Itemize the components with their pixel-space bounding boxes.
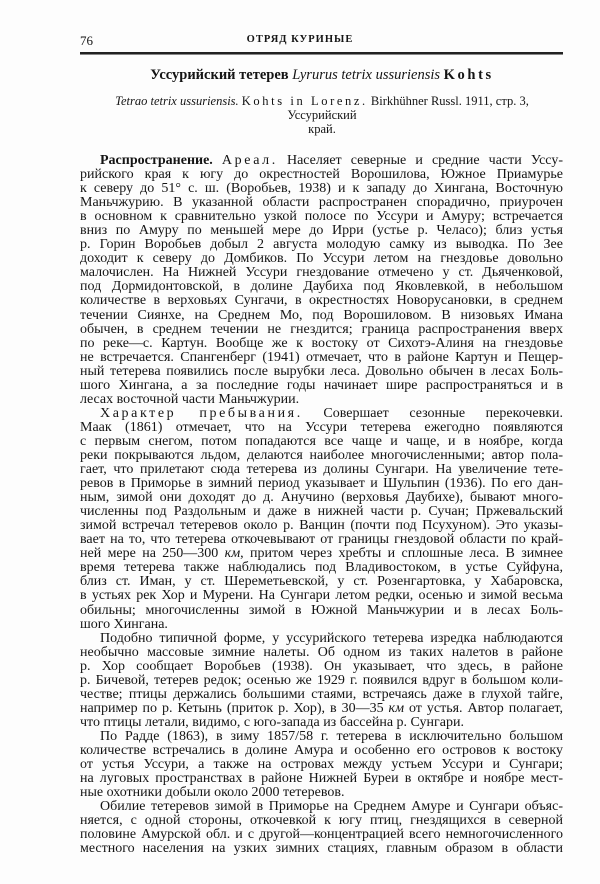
text-line: [80, 674, 563, 688]
text-line: [80, 632, 563, 646]
text-line: [80, 393, 563, 407]
text-run: время тетерева также наблюдались под Владивостоком, в устье Суйфуна,: [80, 560, 563, 576]
text-line: [80, 309, 563, 323]
text-line: [80, 154, 563, 168]
text-run: Маньчжурию. В указанной области распространен спорадично, приурочен: [80, 195, 563, 211]
text-run: Подобно типичной форме, у уссурийского тетерева изредка наблюдаются: [100, 630, 563, 646]
text-run: ревов в Приморье в зимний период указывает и Шульпин (1936). По его дан-: [80, 476, 563, 492]
text-line: [80, 758, 563, 772]
text-run: Населяет северные и средние части Уссу-: [277, 153, 563, 168]
text-run: ным, зимой они доходят до д. Анучино (верховья Даубихе), бывают много-: [80, 490, 563, 506]
text-run: шого Хингана, а за последние годы начинает шире распространяться и в: [80, 377, 563, 393]
text-run: от устья. Автор полагает,: [404, 700, 564, 716]
text-line: [80, 407, 563, 421]
text-run: близ ст. Иман, у ст. Шереметьевской, у ст. Розенгартовка, у Хабаровска,: [80, 574, 563, 590]
text-line: [80, 589, 563, 603]
text-run: в устьях рек Хор и Мурени. На Сунгари летом редки, осенью и зимой весьма: [80, 588, 563, 604]
text-line: [80, 618, 563, 632]
text-run: в основном к сравнительно узкой полосе по Уссури и Амуру; встречается: [80, 209, 563, 225]
body-text: [80, 154, 563, 856]
text-run: гает, что прилетают сюда тетерева из долины Сунгари. На увеличение тете-: [80, 462, 563, 478]
text-line: [80, 575, 563, 589]
text-line: [80, 646, 563, 660]
text-run: р. Бичевой, тетерев редок; осенью же 1929 г. появился вдруг в большом коли-: [80, 672, 563, 688]
text-run: течении Сиянхе, на Среднем Мо, под Ворошиловом. В низовьях Имана: [80, 307, 563, 323]
text-run: доходит к северу до Домбиков. По Уссури летом на гнездовье довольно: [80, 251, 563, 267]
text-run: ные охотники добыли около 2000 тетеревов.: [80, 785, 345, 801]
spaced-heading: Ареал.: [221, 153, 278, 168]
text-run: местного населения на узких зимних стациях, главным образом в области: [80, 841, 563, 857]
text-run: Обилие тетеревов зимой в Приморье на Среднем Амуре и Сунгари объяс-: [100, 799, 563, 815]
text-run: реки покрываются льдом, делаются наиболее многочисленными; автор пола-: [80, 447, 563, 463]
text-line: [80, 744, 563, 758]
text-line: [80, 702, 563, 716]
text-run: ный тетерева появились после вырубки леса. Довольно обычен в лесах Боль-: [80, 363, 563, 379]
text-run: количестве в верховьях Сунгачи, в окрестностях Новорусановки, в среднем: [80, 293, 563, 309]
text-line: [80, 604, 563, 618]
text-run: р. Хор сообщает Воробьев (1938). Он указывает, что здесь, в районе: [80, 658, 563, 674]
text-line: [80, 772, 563, 786]
text-line: [80, 351, 563, 365]
text-run: что птицы летали, видимо, с юго-запада из бассейна р. Сунгари.: [80, 714, 464, 730]
text-line: [80, 505, 563, 519]
text-line: [80, 800, 563, 814]
text-run: по реке—с. Картун. Вообще же к востоку от Сихотэ-Алиня на гнездовье: [80, 335, 563, 351]
text-run: км: [224, 546, 241, 562]
text-line: [80, 716, 563, 730]
text-run: не встречается. Спангенберг (1941) отмечает, что в районе Картун и Пещер-: [80, 349, 563, 365]
section-heading: Распространение.: [100, 153, 213, 168]
text-run: ней мере на 250—300: [80, 546, 225, 562]
text-line: [80, 280, 563, 294]
text-line: [80, 828, 563, 842]
text-line: [80, 477, 563, 491]
species-latin-name: Lyrurus tetrix ussuriensis: [292, 67, 441, 83]
text-run: Совершает сезонные перекочевки.: [302, 405, 563, 421]
text-run: от устья Уссури, а также на островах между устьем Уссури и Сунгари;: [80, 757, 563, 773]
text-run: численны под Раздольным и даже в нижней части р. Сучан; Пржевальский: [80, 504, 563, 520]
synonym-citation: [80, 94, 564, 136]
text-run: под Дормидонтовской, в долине Даубиха под Яковлевкой, в небольшом: [80, 279, 563, 295]
text-line: [80, 379, 563, 393]
text-line: [80, 463, 563, 477]
text-line: [80, 238, 563, 252]
text-run: лесах восточной части Маньчжурии.: [80, 391, 300, 407]
text-line: [80, 182, 563, 196]
text-line: [80, 814, 563, 828]
text-line: [80, 266, 563, 280]
text-line: [80, 491, 563, 505]
text-run: на луговых пространствах в районе Нижней Буреи в октябре и ноябре мест-: [80, 771, 563, 787]
running-title: ОТРЯД КУРИНЫЕ: [246, 34, 354, 45]
text-run: Маак (1861) отмечает, что на Уссури тетерева ежегодно появляются: [80, 419, 563, 435]
synonym-reference: Birkhühner Russl. 1911, стр. 3, Уссурийский: [287, 94, 529, 122]
text-line: [80, 561, 563, 575]
text-line: [80, 435, 563, 449]
text-run: км: [388, 700, 405, 716]
text-run: количестве встречались в долине Амура и особенно его островов к востоку: [80, 742, 563, 758]
text-run: вниз по Амуру по меньшей мере до Ирри (устье р. Челасо); близ устья: [80, 223, 563, 239]
text-run: честве; птицы держались большими стаями, встречаясь даже в глухой тайге,: [80, 686, 563, 702]
text-line: [80, 337, 563, 351]
text-run: с первым снегом, потом попадаются все чаще и чаще, и в ноябре, когда: [80, 433, 563, 449]
text-run: шого Хингана.: [80, 616, 168, 632]
text-line: [80, 365, 563, 379]
text-line: [80, 730, 563, 744]
text-line: [80, 519, 563, 533]
text-line: [80, 660, 563, 674]
text-line: [80, 533, 563, 547]
synonym-reference-cont: край.: [308, 122, 336, 136]
header-rule: [80, 52, 563, 55]
text-line: [80, 449, 563, 463]
text-run: необычно массовые зимние налеты. Об одном из таких налетов в районе: [80, 644, 563, 660]
text-line: [80, 323, 563, 337]
text-run: зимой встречал тетеревов около р. Ванцин (почти под Псухуном). Это указы-: [80, 518, 563, 534]
text-run: например по р. Кетынь (приток р. Хор), в 30—35: [80, 700, 389, 716]
text-run: обычен, в среднем течении не гнездится; граница распространения вверх: [80, 321, 563, 337]
text-run: рийского края к югу до окрестностей Ворошилова, Южное Приамурье: [80, 167, 563, 183]
text-run: малочислен. На Нижней Уссури гнездование отмечено у ст. Дьяченковой,: [80, 265, 563, 281]
text-line: [80, 252, 563, 266]
text-line: [80, 786, 563, 800]
text-run: По Радде (1863), в зиму 1857/58 г. тетерева в исключительно большом: [100, 728, 563, 744]
text-run: вает на то, что тетерева откочевывают от границы гнездовой области по край-: [80, 532, 563, 548]
synonym-latin: Tetrao tetrix ussuriensis.: [115, 94, 239, 108]
text-run: обильны; многочисленны зимой в Южной Маньчжурии и в лесах Боль-: [80, 602, 563, 618]
text-line: [80, 688, 563, 702]
text-run: к северу до 51° с. ш. (Воробьев, 1938) и к западу до Хингана, Восточную: [80, 181, 563, 197]
text-line: [80, 168, 563, 182]
text-line: [80, 196, 563, 210]
spaced-heading: Характер пребывания.: [100, 405, 303, 421]
synonym-author: Kohts in Lorenz.: [241, 94, 368, 108]
text-line: [80, 224, 563, 238]
species-common-name: Уссурийский тетерев: [150, 67, 289, 83]
text-line: [80, 210, 563, 224]
text-line: [80, 842, 563, 856]
text-run: , притом через хребты и сплошные леса. В зимнее: [240, 546, 563, 562]
text-line: [80, 294, 563, 308]
text-line: [80, 547, 563, 561]
text-run: р. Горин Воробьев добыл 2 августа молодую самку из выводка. По Зее: [80, 237, 563, 253]
species-author: Kohts: [443, 67, 494, 83]
text-run: половине Амурской обл. и с другой—концентрацией всего немногочисленного: [80, 827, 563, 843]
page-number: 76: [80, 33, 93, 48]
species-heading: [0, 67, 600, 84]
text-line: [80, 421, 563, 435]
text-run: няется, с одной стороны, откочевкой к югу птиц, гнездящихся в северной: [80, 813, 563, 829]
